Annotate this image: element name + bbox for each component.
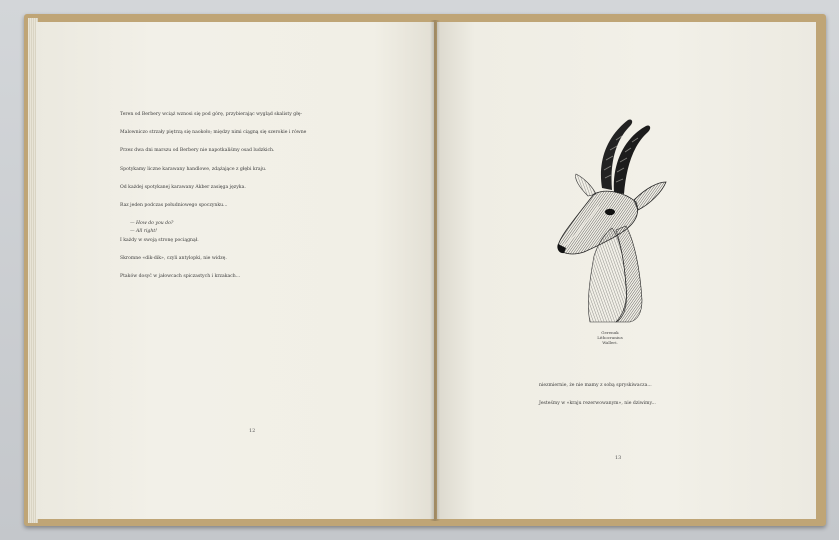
left-paragraph: Raz jeden podczas południowego spoczynku... bbox=[120, 203, 228, 209]
left-paragraph: Spotykamy liczne karawany handlowe, zdążające z głębi kraju. bbox=[120, 166, 267, 172]
right-page-number: 13 bbox=[615, 455, 622, 461]
book-gutter bbox=[430, 20, 440, 521]
gerenuk-illustration bbox=[550, 108, 685, 328]
illustration-caption bbox=[590, 330, 630, 345]
left-paragraph: I każdy w swoją stronę pociągnął. bbox=[120, 237, 199, 243]
left-paragraph: Przez dwa dni marszu od Berbery nie napotkaliśmy osad ludzkich. bbox=[120, 148, 275, 154]
left-paragraph: Skromne «dik-dik», czyli antylopki, nie widzę. bbox=[120, 255, 227, 261]
left-paragraph: — How do you do? bbox=[130, 221, 174, 227]
left-page-text bbox=[112, 112, 398, 412]
right-paragraph: Jesteśmy w «kraju rezerwowanym», nie dziwimy... bbox=[539, 401, 656, 407]
left-page-number: 12 bbox=[249, 428, 256, 434]
left-paragraph: — All right! bbox=[130, 229, 158, 235]
right-paragraph: niezmiernie, że nie mamy z sobą spryskiwacza... bbox=[539, 383, 652, 388]
left-paragraph: Ptaków dosyć w jałowcach spiczastych i krzakach... bbox=[120, 274, 241, 280]
caption-title: Gerenuk bbox=[601, 330, 619, 335]
caption-subtitle: Lithocranius Walleri. bbox=[597, 335, 623, 345]
left-paragraph: Teren od Berbery wciąż wznosi się pod górę, przybierając wygląd skalisty głę- bbox=[120, 112, 303, 117]
right-page-text bbox=[531, 383, 716, 443]
left-paragraph: Malowniczo strzały piętrzą się naokoło; między nimi ciągną się szerokie i równe bbox=[120, 130, 307, 136]
left-paragraph: Od każdej spotykanej karawany Akber zasięga języka. bbox=[120, 184, 246, 190]
